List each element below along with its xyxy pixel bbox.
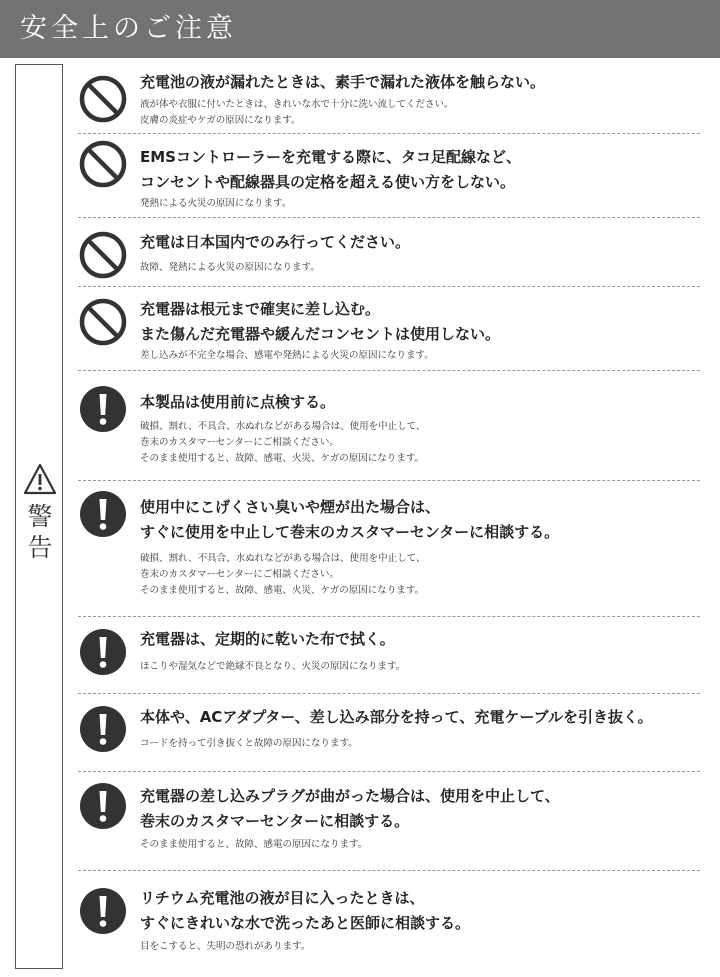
- warning-heading-line: 充電器は、定期的に乾いた布で拭く。: [140, 630, 395, 648]
- prohibition-icon: [78, 139, 128, 189]
- dashed-divider: [78, 693, 700, 694]
- warning-note: [140, 260, 320, 276]
- warning-note-line: 巻末のカスタマーセンターにご相談ください。: [140, 437, 339, 448]
- dashed-divider: [78, 370, 700, 371]
- warning-heading-line: 本体や、ACアダプター、差し込み部分を持って、充電ケーブルを引き抜く。: [140, 708, 653, 726]
- warning-heading-line: リチウム充電池の液が目に入ったときは、: [140, 889, 425, 907]
- dashed-divider: [78, 771, 700, 772]
- warning-note-line: 差し込みが不完全な場合、感電や発熱による火災の原因になります。: [140, 350, 434, 361]
- dashed-divider: [78, 480, 700, 481]
- warning-note: [140, 659, 405, 675]
- warning-heading-line: 充電器は根元まで確実に差し込む。: [140, 300, 381, 318]
- warning-heading: [140, 70, 715, 95]
- warning-heading: [140, 627, 715, 652]
- warning-heading: [140, 230, 715, 255]
- warning-note-line: そのまま使用すると、故障、感電、火災、ケガの原因になります。: [140, 585, 425, 596]
- dashed-divider: [78, 133, 700, 134]
- exclamation-icon: [78, 627, 128, 677]
- warning-heading: [140, 784, 715, 834]
- warning-heading: [140, 495, 715, 545]
- warning-note-line: コードを持って引き抜くと故障の原因になります。: [140, 738, 358, 749]
- dashed-divider: [78, 870, 700, 871]
- prohibition-icon: [78, 74, 128, 124]
- warning-heading: [140, 390, 715, 415]
- warning-note-line: 液が体や衣服に付いたときは、きれいな水で十分に洗い流してください。: [140, 99, 454, 110]
- warning-heading: [140, 145, 715, 195]
- warning-side-label: [15, 64, 63, 969]
- warning-note-line: 目をこすると、失明の恐れがあります。: [140, 941, 311, 952]
- dashed-divider: [78, 217, 700, 218]
- page-title: 安全上のご注意: [20, 13, 237, 44]
- warning-note-line: そのまま使用すると、故障、感電の原因になります。: [140, 839, 368, 850]
- warning-heading: [140, 886, 715, 936]
- warning-note: [140, 348, 434, 364]
- warning-note: [140, 196, 291, 212]
- exclamation-icon: [78, 704, 128, 754]
- prohibition-icon: [78, 230, 128, 280]
- dashed-divider: [78, 286, 700, 287]
- warning-heading-line: すぐにきれいな水で洗ったあと医師に相談する。: [140, 914, 471, 932]
- warning-heading-line: 充電器の差し込みプラグが曲がった場合は、使用を中止して、: [140, 787, 560, 805]
- exclamation-icon: [78, 781, 128, 831]
- warning-label: 警 告: [27, 502, 53, 562]
- exclamation-icon: [78, 886, 128, 936]
- warning-note: [140, 551, 425, 599]
- warning-note-line: ほこりや湿気などで絶縁不良となり、火災の原因になります。: [140, 661, 406, 672]
- warning-note-line: そのまま使用すると、故障、感電、火災、ケガの原因になります。: [140, 453, 425, 464]
- warning-heading-line: 本製品は使用前に点検する。: [140, 393, 336, 411]
- exclamation-icon: [78, 489, 128, 539]
- warning-heading-line: すぐに使用を中止して巻末のカスタマーセンターに相談する。: [140, 523, 560, 541]
- warning-heading: [140, 705, 715, 730]
- warning-note-line: 皮膚の炎症やケガの原因になります。: [140, 115, 301, 126]
- dashed-divider: [78, 616, 700, 617]
- warning-heading-line: 充電池の液が漏れたときは、素手で漏れた液体を触らない。: [140, 73, 546, 91]
- header-bar: [0, 0, 720, 58]
- exclamation-icon: [78, 384, 128, 434]
- warning-note-line: 破損、割れ、不具合、水ぬれなどがある場合は、使用を中止して、: [140, 421, 426, 432]
- warning-note: [140, 419, 425, 467]
- warning-heading-line: EMSコントローラーを充電する際に、タコ足配線など、: [140, 148, 521, 166]
- warning-heading-line: また傷んだ充電器や緩んだコンセントは使用しない。: [140, 325, 501, 343]
- warning-heading-line: 使用中にこげくさい臭いや煙が出た場合は、: [140, 498, 441, 516]
- prohibition-icon: [78, 297, 128, 347]
- warning-note-line: 発熱による火災の原因になります。: [140, 198, 292, 209]
- warning-heading-line: 充電は日本国内でのみ行ってください。: [140, 233, 411, 251]
- warning-note-line: 巻末のカスタマーセンターにご相談ください。: [140, 569, 339, 580]
- warning-note: [140, 97, 454, 129]
- warning-note-line: 故障、発熱による火災の原因になります。: [140, 262, 320, 273]
- warning-note-line: 破損、割れ、不具合、水ぬれなどがある場合は、使用を中止して、: [140, 553, 426, 564]
- warning-note: [140, 837, 367, 853]
- warning-note: [140, 736, 358, 752]
- warning-heading: [140, 297, 715, 347]
- warning-heading-line: コンセントや配線器具の定格を超える使い方をしない。: [140, 173, 516, 191]
- warning-triangle-icon: [23, 463, 57, 495]
- warning-note: [140, 939, 310, 955]
- warning-heading-line: 巻末のカスタマーセンターに相談する。: [140, 812, 410, 830]
